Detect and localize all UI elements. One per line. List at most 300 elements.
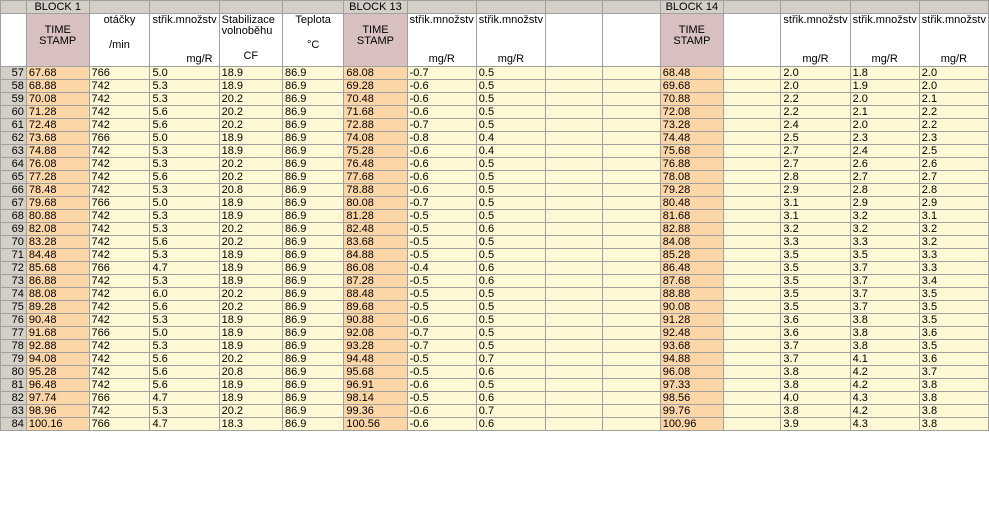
empty-cell[interactable] bbox=[724, 392, 781, 405]
injection-cell[interactable]: 3.3 bbox=[781, 236, 850, 249]
empty-cell[interactable] bbox=[603, 314, 660, 327]
injection-cell[interactable]: 2.3 bbox=[850, 132, 919, 145]
empty-cell[interactable] bbox=[545, 236, 602, 249]
injection-cell[interactable]: 3.6 bbox=[919, 327, 988, 340]
timestamp-cell[interactable]: 100.16 bbox=[26, 418, 89, 431]
temperature-cell[interactable]: 86.9 bbox=[282, 262, 343, 275]
injection-cell[interactable]: 0.5 bbox=[476, 249, 545, 262]
injection-cell[interactable]: 0.5 bbox=[476, 301, 545, 314]
empty-cell[interactable] bbox=[724, 379, 781, 392]
timestamp-cell[interactable]: 72.48 bbox=[26, 119, 89, 132]
injection-cell[interactable]: 5.6 bbox=[150, 366, 219, 379]
empty-cell[interactable] bbox=[603, 119, 660, 132]
timestamp-cell[interactable]: 70.88 bbox=[660, 93, 723, 106]
empty-cell[interactable] bbox=[545, 353, 602, 366]
timestamp-cell[interactable]: 99.76 bbox=[660, 405, 723, 418]
stabilization-cell[interactable]: 18.9 bbox=[219, 340, 282, 353]
empty-cell[interactable] bbox=[603, 171, 660, 184]
timestamp-cell[interactable]: 81.68 bbox=[660, 210, 723, 223]
injection-cell[interactable]: 0.5 bbox=[476, 80, 545, 93]
empty-cell[interactable] bbox=[603, 327, 660, 340]
injection-cell[interactable]: 0.5 bbox=[476, 106, 545, 119]
stabilization-cell[interactable]: 18.9 bbox=[219, 249, 282, 262]
rpm-header[interactable] bbox=[89, 14, 150, 67]
injection-cell[interactable]: 4.1 bbox=[850, 353, 919, 366]
timestamp-cell[interactable]: 100.56 bbox=[344, 418, 407, 431]
injection-cell[interactable]: 3.8 bbox=[919, 405, 988, 418]
rpm-cell[interactable]: 742 bbox=[89, 171, 150, 184]
timestamp-cell[interactable]: 86.88 bbox=[26, 275, 89, 288]
block-cell[interactable] bbox=[724, 1, 781, 14]
timestamp-cell[interactable]: 84.08 bbox=[660, 236, 723, 249]
block-cell[interactable] bbox=[781, 1, 850, 14]
timestamp-cell[interactable]: 68.48 bbox=[660, 67, 723, 80]
injection-cell[interactable]: 3.8 bbox=[919, 392, 988, 405]
injection-cell[interactable]: 5.0 bbox=[150, 132, 219, 145]
temperature-cell[interactable]: 86.9 bbox=[282, 236, 343, 249]
empty-cell[interactable] bbox=[724, 184, 781, 197]
injection-cell[interactable]: 5.0 bbox=[150, 197, 219, 210]
injection-cell[interactable]: -0.7 bbox=[407, 67, 476, 80]
injection-cell[interactable]: 4.7 bbox=[150, 418, 219, 431]
timestamp-cell[interactable]: 85.68 bbox=[26, 262, 89, 275]
stabilization-cell[interactable]: 18.9 bbox=[219, 210, 282, 223]
temperature-cell[interactable]: 86.9 bbox=[282, 288, 343, 301]
stabilization-header[interactable] bbox=[219, 14, 282, 67]
stabilization-cell[interactable]: 18.9 bbox=[219, 314, 282, 327]
injection-cell[interactable]: 5.6 bbox=[150, 379, 219, 392]
timestamp-cell[interactable]: 80.88 bbox=[26, 210, 89, 223]
rpm-cell[interactable]: 742 bbox=[89, 353, 150, 366]
injection-cell[interactable]: 2.9 bbox=[919, 197, 988, 210]
injection-cell[interactable]: 3.7 bbox=[781, 353, 850, 366]
injection-cell[interactable]: 3.3 bbox=[919, 249, 988, 262]
empty-cell[interactable] bbox=[545, 314, 602, 327]
block-cell[interactable] bbox=[282, 1, 343, 14]
timestamp-cell[interactable]: 69.68 bbox=[660, 80, 723, 93]
injection-cell[interactable]: 3.8 bbox=[850, 314, 919, 327]
injection-cell[interactable]: 3.3 bbox=[919, 262, 988, 275]
empty-cell[interactable] bbox=[603, 301, 660, 314]
timestamp-cell[interactable]: 87.28 bbox=[344, 275, 407, 288]
empty-cell[interactable] bbox=[545, 249, 602, 262]
empty-cell[interactable] bbox=[603, 275, 660, 288]
empty-cell[interactable] bbox=[545, 197, 602, 210]
injection-header[interactable] bbox=[919, 14, 988, 67]
injection-cell[interactable]: 2.7 bbox=[850, 171, 919, 184]
block-13-label[interactable]: BLOCK 13 bbox=[344, 1, 407, 14]
injection-cell[interactable]: 3.1 bbox=[781, 210, 850, 223]
injection-cell[interactable]: 5.0 bbox=[150, 327, 219, 340]
injection-cell[interactable]: 4.2 bbox=[850, 366, 919, 379]
block-14-label[interactable]: BLOCK 14 bbox=[660, 1, 723, 14]
injection-cell[interactable]: -0.5 bbox=[407, 236, 476, 249]
timestamp-cell[interactable]: 88.48 bbox=[344, 288, 407, 301]
rpm-cell[interactable]: 742 bbox=[89, 158, 150, 171]
timestamp-cell[interactable]: 94.48 bbox=[344, 353, 407, 366]
rpm-cell[interactable]: 742 bbox=[89, 106, 150, 119]
empty-cell[interactable] bbox=[545, 288, 602, 301]
injection-cell[interactable]: -0.7 bbox=[407, 119, 476, 132]
temperature-cell[interactable]: 86.9 bbox=[282, 93, 343, 106]
empty-cell[interactable] bbox=[603, 223, 660, 236]
injection-header[interactable] bbox=[850, 14, 919, 67]
injection-cell[interactable]: 3.5 bbox=[781, 275, 850, 288]
temperature-cell[interactable]: 86.9 bbox=[282, 171, 343, 184]
empty-cell[interactable] bbox=[724, 236, 781, 249]
timestamp-cell[interactable]: 82.08 bbox=[26, 223, 89, 236]
injection-cell[interactable]: -0.6 bbox=[407, 145, 476, 158]
injection-cell[interactable]: 3.8 bbox=[781, 366, 850, 379]
timestamp-cell[interactable]: 79.28 bbox=[660, 184, 723, 197]
temperature-cell[interactable]: 86.9 bbox=[282, 197, 343, 210]
temperature-cell[interactable]: 86.9 bbox=[282, 379, 343, 392]
injection-cell[interactable]: 5.3 bbox=[150, 405, 219, 418]
timestamp-cell[interactable]: 76.88 bbox=[660, 158, 723, 171]
stabilization-cell[interactable]: 18.9 bbox=[219, 80, 282, 93]
stabilization-cell[interactable]: 20.8 bbox=[219, 366, 282, 379]
injection-cell[interactable]: 2.8 bbox=[781, 171, 850, 184]
empty-cell[interactable] bbox=[545, 275, 602, 288]
rpm-cell[interactable]: 742 bbox=[89, 249, 150, 262]
injection-cell[interactable]: -0.5 bbox=[407, 249, 476, 262]
timestamp-cell[interactable]: 83.28 bbox=[26, 236, 89, 249]
injection-cell[interactable]: 5.6 bbox=[150, 171, 219, 184]
rpm-cell[interactable]: 742 bbox=[89, 93, 150, 106]
stabilization-cell[interactable]: 18.9 bbox=[219, 327, 282, 340]
timestamp-cell[interactable]: 92.48 bbox=[660, 327, 723, 340]
injection-cell[interactable]: 0.5 bbox=[476, 210, 545, 223]
empty-cell[interactable] bbox=[545, 210, 602, 223]
empty-cell[interactable] bbox=[603, 132, 660, 145]
stabilization-cell[interactable]: 20.2 bbox=[219, 158, 282, 171]
timestamp-cell[interactable]: 74.48 bbox=[660, 132, 723, 145]
injection-cell[interactable]: 3.5 bbox=[850, 249, 919, 262]
injection-cell[interactable]: 5.3 bbox=[150, 314, 219, 327]
injection-cell[interactable]: -0.5 bbox=[407, 392, 476, 405]
injection-cell[interactable]: 3.2 bbox=[781, 223, 850, 236]
empty-cell[interactable] bbox=[724, 314, 781, 327]
block-cell[interactable] bbox=[603, 1, 660, 14]
stabilization-cell[interactable]: 20.2 bbox=[219, 93, 282, 106]
injection-cell[interactable]: -0.7 bbox=[407, 197, 476, 210]
temperature-cell[interactable]: 86.9 bbox=[282, 223, 343, 236]
timestamp-cell[interactable]: 78.48 bbox=[26, 184, 89, 197]
empty-header[interactable] bbox=[603, 14, 660, 67]
block-cell[interactable] bbox=[476, 1, 545, 14]
injection-cell[interactable]: -0.6 bbox=[407, 93, 476, 106]
injection-cell[interactable]: 0.7 bbox=[476, 405, 545, 418]
timestamp-cell[interactable]: 75.68 bbox=[660, 145, 723, 158]
injection-cell[interactable]: 2.6 bbox=[850, 158, 919, 171]
rpm-cell[interactable]: 742 bbox=[89, 340, 150, 353]
rpm-cell[interactable]: 742 bbox=[89, 184, 150, 197]
timestamp-cell[interactable]: 82.88 bbox=[660, 223, 723, 236]
injection-cell[interactable]: -0.6 bbox=[407, 418, 476, 431]
temperature-cell[interactable]: 86.9 bbox=[282, 301, 343, 314]
temperature-cell[interactable]: 86.9 bbox=[282, 184, 343, 197]
injection-cell[interactable]: 5.3 bbox=[150, 210, 219, 223]
injection-cell[interactable]: 2.7 bbox=[781, 158, 850, 171]
timestamp-cell[interactable]: 85.28 bbox=[660, 249, 723, 262]
stabilization-cell[interactable]: 20.2 bbox=[219, 353, 282, 366]
empty-cell[interactable] bbox=[545, 106, 602, 119]
timestamp-cell[interactable]: 67.68 bbox=[26, 67, 89, 80]
injection-cell[interactable]: 4.7 bbox=[150, 392, 219, 405]
injection-cell[interactable]: 3.7 bbox=[919, 366, 988, 379]
injection-cell[interactable]: 0.5 bbox=[476, 93, 545, 106]
injection-cell[interactable]: -0.7 bbox=[407, 340, 476, 353]
injection-cell[interactable]: 2.8 bbox=[850, 184, 919, 197]
injection-cell[interactable]: 2.0 bbox=[919, 67, 988, 80]
timestamp-cell[interactable]: 94.88 bbox=[660, 353, 723, 366]
injection-cell[interactable]: 3.5 bbox=[781, 249, 850, 262]
empty-cell[interactable] bbox=[603, 80, 660, 93]
injection-cell[interactable]: 0.4 bbox=[476, 132, 545, 145]
timestamp-cell[interactable]: 83.68 bbox=[344, 236, 407, 249]
injection-cell[interactable]: 2.1 bbox=[850, 106, 919, 119]
timestamp-cell[interactable]: 90.48 bbox=[26, 314, 89, 327]
injection-cell[interactable]: 0.6 bbox=[476, 418, 545, 431]
empty-cell[interactable] bbox=[724, 366, 781, 379]
injection-cell[interactable]: 2.7 bbox=[919, 171, 988, 184]
injection-cell[interactable]: 2.0 bbox=[781, 80, 850, 93]
injection-cell[interactable]: -0.4 bbox=[407, 262, 476, 275]
injection-cell[interactable]: 0.6 bbox=[476, 275, 545, 288]
injection-cell[interactable]: 2.4 bbox=[781, 119, 850, 132]
injection-cell[interactable]: 3.2 bbox=[850, 210, 919, 223]
empty-cell[interactable] bbox=[545, 119, 602, 132]
block-cell[interactable] bbox=[407, 1, 476, 14]
injection-cell[interactable]: 2.4 bbox=[850, 145, 919, 158]
timestamp-cell[interactable]: 98.56 bbox=[660, 392, 723, 405]
injection-cell[interactable]: 4.2 bbox=[850, 405, 919, 418]
injection-cell[interactable]: 3.9 bbox=[781, 418, 850, 431]
timestamp-cell[interactable]: 71.68 bbox=[344, 106, 407, 119]
empty-cell[interactable] bbox=[603, 145, 660, 158]
empty-cell[interactable] bbox=[545, 340, 602, 353]
empty-cell[interactable] bbox=[603, 262, 660, 275]
timestamp-cell[interactable]: 70.48 bbox=[344, 93, 407, 106]
timestamp-cell[interactable]: 90.08 bbox=[660, 301, 723, 314]
empty-cell[interactable] bbox=[545, 171, 602, 184]
injection-cell[interactable]: 0.5 bbox=[476, 288, 545, 301]
injection-cell[interactable]: 3.6 bbox=[919, 353, 988, 366]
temperature-cell[interactable]: 86.9 bbox=[282, 314, 343, 327]
injection-cell[interactable]: 2.3 bbox=[919, 132, 988, 145]
stabilization-cell[interactable]: 20.2 bbox=[219, 119, 282, 132]
temperature-cell[interactable]: 86.9 bbox=[282, 418, 343, 431]
injection-cell[interactable]: 3.1 bbox=[781, 197, 850, 210]
injection-cell[interactable]: 3.5 bbox=[919, 301, 988, 314]
injection-cell[interactable]: 2.8 bbox=[919, 184, 988, 197]
injection-cell[interactable]: 3.5 bbox=[781, 288, 850, 301]
injection-cell[interactable]: 3.8 bbox=[781, 379, 850, 392]
rpm-cell[interactable]: 742 bbox=[89, 210, 150, 223]
injection-cell[interactable]: -0.6 bbox=[407, 158, 476, 171]
injection-cell[interactable]: 3.7 bbox=[850, 262, 919, 275]
timestamp-cell[interactable]: 78.08 bbox=[660, 171, 723, 184]
injection-header[interactable] bbox=[407, 14, 476, 67]
empty-cell[interactable] bbox=[603, 353, 660, 366]
timestamp-cell[interactable]: 92.88 bbox=[26, 340, 89, 353]
empty-cell[interactable] bbox=[603, 405, 660, 418]
injection-cell[interactable]: 3.7 bbox=[850, 301, 919, 314]
injection-cell[interactable]: 2.6 bbox=[919, 158, 988, 171]
injection-cell[interactable]: 2.9 bbox=[781, 184, 850, 197]
stabilization-cell[interactable]: 20.2 bbox=[219, 106, 282, 119]
timestamp-cell[interactable]: 91.28 bbox=[660, 314, 723, 327]
timestamp-cell[interactable]: 98.14 bbox=[344, 392, 407, 405]
injection-cell[interactable]: 0.5 bbox=[476, 197, 545, 210]
rpm-cell[interactable]: 742 bbox=[89, 379, 150, 392]
timestamp-cell[interactable]: 98.96 bbox=[26, 405, 89, 418]
empty-cell[interactable] bbox=[603, 392, 660, 405]
timestamp-cell[interactable]: 74.08 bbox=[344, 132, 407, 145]
empty-cell[interactable] bbox=[603, 197, 660, 210]
injection-cell[interactable]: 2.9 bbox=[850, 197, 919, 210]
injection-cell[interactable]: -0.6 bbox=[407, 314, 476, 327]
timestamp-cell[interactable]: 93.68 bbox=[660, 340, 723, 353]
stabilization-cell[interactable]: 18.9 bbox=[219, 392, 282, 405]
timestamp-header-13[interactable] bbox=[344, 14, 407, 67]
temperature-cell[interactable]: 86.9 bbox=[282, 340, 343, 353]
injection-cell[interactable]: 0.4 bbox=[476, 145, 545, 158]
rpm-cell[interactable]: 742 bbox=[89, 236, 150, 249]
timestamp-cell[interactable]: 68.88 bbox=[26, 80, 89, 93]
injection-header[interactable] bbox=[150, 14, 219, 67]
empty-cell[interactable] bbox=[724, 145, 781, 158]
stabilization-cell[interactable]: 20.2 bbox=[219, 223, 282, 236]
injection-cell[interactable]: 5.6 bbox=[150, 106, 219, 119]
injection-cell[interactable]: 3.7 bbox=[850, 275, 919, 288]
injection-cell[interactable]: -0.5 bbox=[407, 366, 476, 379]
timestamp-cell[interactable]: 97.33 bbox=[660, 379, 723, 392]
injection-cell[interactable]: 3.4 bbox=[919, 275, 988, 288]
injection-cell[interactable]: -0.5 bbox=[407, 301, 476, 314]
empty-cell[interactable] bbox=[603, 236, 660, 249]
injection-cell[interactable]: 2.0 bbox=[781, 67, 850, 80]
stabilization-cell[interactable]: 20.2 bbox=[219, 288, 282, 301]
empty-cell[interactable] bbox=[724, 197, 781, 210]
temperature-cell[interactable]: 86.9 bbox=[282, 249, 343, 262]
injection-cell[interactable]: 2.0 bbox=[850, 93, 919, 106]
injection-cell[interactable]: 0.5 bbox=[476, 184, 545, 197]
empty-cell[interactable] bbox=[724, 119, 781, 132]
empty-cell[interactable] bbox=[603, 210, 660, 223]
injection-cell[interactable]: -0.6 bbox=[407, 184, 476, 197]
stabilization-cell[interactable]: 18.9 bbox=[219, 67, 282, 80]
empty-cell[interactable] bbox=[724, 275, 781, 288]
timestamp-cell[interactable]: 92.08 bbox=[344, 327, 407, 340]
timestamp-cell[interactable]: 86.48 bbox=[660, 262, 723, 275]
temperature-cell[interactable]: 86.9 bbox=[282, 392, 343, 405]
empty-cell[interactable] bbox=[724, 210, 781, 223]
timestamp-cell[interactable]: 71.28 bbox=[26, 106, 89, 119]
empty-cell[interactable] bbox=[603, 249, 660, 262]
injection-cell[interactable]: 5.3 bbox=[150, 275, 219, 288]
injection-cell[interactable]: 3.5 bbox=[781, 262, 850, 275]
rpm-cell[interactable]: 742 bbox=[89, 301, 150, 314]
empty-cell[interactable] bbox=[603, 184, 660, 197]
empty-cell[interactable] bbox=[545, 93, 602, 106]
rpm-cell[interactable]: 742 bbox=[89, 366, 150, 379]
timestamp-header-14[interactable] bbox=[660, 14, 723, 67]
injection-cell[interactable]: 5.3 bbox=[150, 158, 219, 171]
injection-cell[interactable]: -0.5 bbox=[407, 223, 476, 236]
injection-cell[interactable]: 2.2 bbox=[781, 106, 850, 119]
temperature-cell[interactable]: 86.9 bbox=[282, 80, 343, 93]
injection-cell[interactable]: 4.2 bbox=[850, 379, 919, 392]
empty-cell[interactable] bbox=[545, 132, 602, 145]
stabilization-cell[interactable]: 20.2 bbox=[219, 301, 282, 314]
injection-cell[interactable]: 5.6 bbox=[150, 119, 219, 132]
empty-cell[interactable] bbox=[724, 106, 781, 119]
injection-cell[interactable]: 0.5 bbox=[476, 327, 545, 340]
injection-cell[interactable]: 3.7 bbox=[781, 340, 850, 353]
empty-cell[interactable] bbox=[603, 340, 660, 353]
injection-cell[interactable]: 0.5 bbox=[476, 314, 545, 327]
temperature-cell[interactable]: 86.9 bbox=[282, 210, 343, 223]
empty-cell[interactable] bbox=[603, 93, 660, 106]
empty-cell[interactable] bbox=[724, 262, 781, 275]
injection-cell[interactable]: 2.7 bbox=[781, 145, 850, 158]
injection-header[interactable] bbox=[476, 14, 545, 67]
injection-cell[interactable]: -0.5 bbox=[407, 210, 476, 223]
timestamp-cell[interactable]: 73.28 bbox=[660, 119, 723, 132]
timestamp-cell[interactable]: 91.68 bbox=[26, 327, 89, 340]
timestamp-cell[interactable]: 88.88 bbox=[660, 288, 723, 301]
injection-header[interactable] bbox=[781, 14, 850, 67]
stabilization-cell[interactable]: 20.2 bbox=[219, 405, 282, 418]
empty-cell[interactable] bbox=[545, 158, 602, 171]
injection-cell[interactable]: -0.6 bbox=[407, 405, 476, 418]
timestamp-cell[interactable]: 77.28 bbox=[26, 171, 89, 184]
rpm-cell[interactable]: 766 bbox=[89, 418, 150, 431]
timestamp-cell[interactable]: 77.68 bbox=[344, 171, 407, 184]
empty-cell[interactable] bbox=[545, 327, 602, 340]
stabilization-cell[interactable]: 20.2 bbox=[219, 236, 282, 249]
rpm-cell[interactable]: 742 bbox=[89, 314, 150, 327]
empty-cell[interactable] bbox=[603, 366, 660, 379]
temperature-cell[interactable]: 86.9 bbox=[282, 353, 343, 366]
empty-header[interactable] bbox=[724, 14, 781, 67]
timestamp-cell[interactable]: 70.08 bbox=[26, 93, 89, 106]
empty-cell[interactable] bbox=[724, 418, 781, 431]
rpm-cell[interactable]: 742 bbox=[89, 223, 150, 236]
injection-cell[interactable]: -0.5 bbox=[407, 288, 476, 301]
injection-cell[interactable]: 2.2 bbox=[919, 119, 988, 132]
injection-cell[interactable]: 1.8 bbox=[850, 67, 919, 80]
rpm-cell[interactable]: 742 bbox=[89, 288, 150, 301]
block-cell[interactable] bbox=[150, 1, 219, 14]
injection-cell[interactable]: 3.5 bbox=[919, 314, 988, 327]
timestamp-cell[interactable]: 78.88 bbox=[344, 184, 407, 197]
empty-cell[interactable] bbox=[724, 353, 781, 366]
injection-cell[interactable]: -0.6 bbox=[407, 379, 476, 392]
timestamp-cell[interactable]: 97.74 bbox=[26, 392, 89, 405]
injection-cell[interactable]: 0.5 bbox=[476, 171, 545, 184]
injection-cell[interactable]: -0.8 bbox=[407, 132, 476, 145]
timestamp-cell[interactable]: 87.68 bbox=[660, 275, 723, 288]
rpm-cell[interactable]: 766 bbox=[89, 392, 150, 405]
injection-cell[interactable]: 3.2 bbox=[919, 223, 988, 236]
block-cell[interactable] bbox=[219, 1, 282, 14]
empty-cell[interactable] bbox=[724, 301, 781, 314]
rpm-cell[interactable]: 766 bbox=[89, 327, 150, 340]
stabilization-cell[interactable]: 18.9 bbox=[219, 145, 282, 158]
empty-cell[interactable] bbox=[545, 418, 602, 431]
